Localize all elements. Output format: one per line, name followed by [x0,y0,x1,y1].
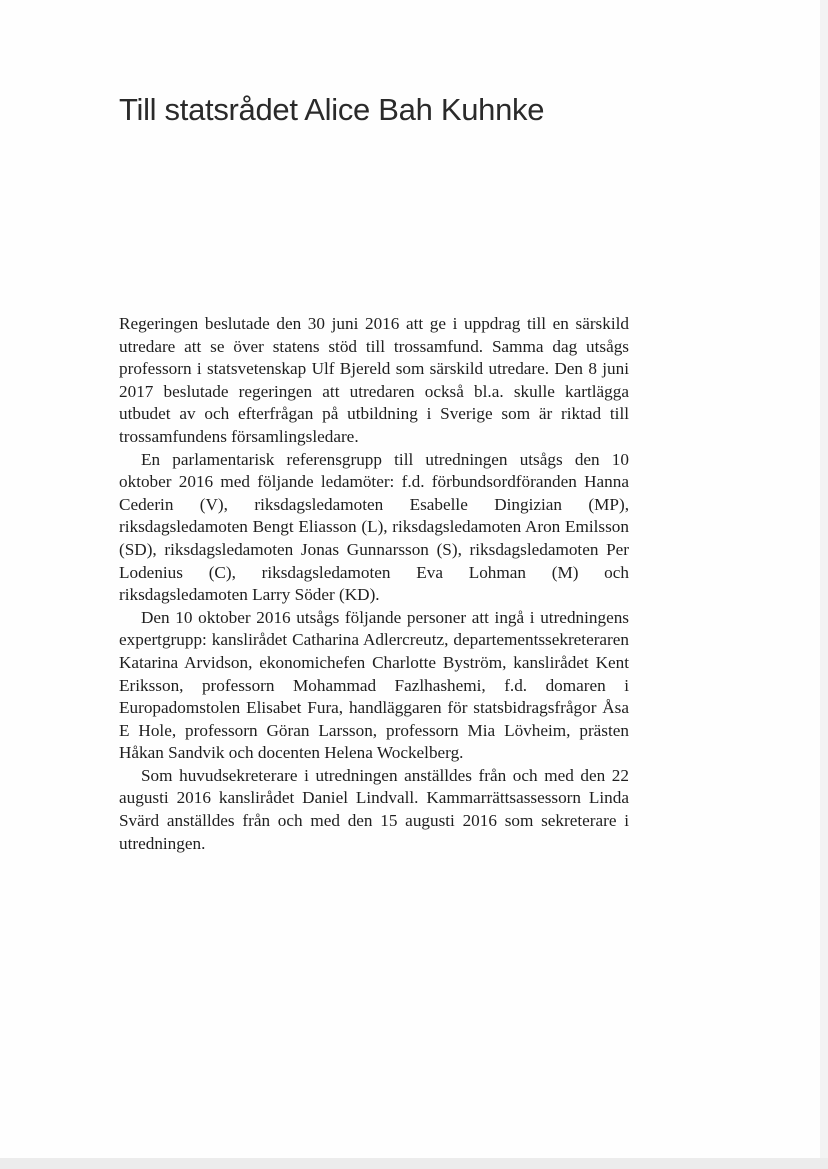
paragraph-reference-group: En parlamentarisk referensgrupp till utredningen utsågs den 10 oktober 2016 med följande ledamöter: f.d. förbundsordföranden Hanna Cederin (V), riksdagsledamoten Esabelle Dingizian (MP), riksdagsledamoten Bengt Eliasson (L), riksdagsledamoten Aron Emilsson (SD), riksdagsledamoten Jonas Gunnarsson (S), riksdagsledamoten Per Lodenius (C), riksdagsledamoten Eva Lohman (M) och riksdagsledamoten Larry Söder (KD). [119,449,629,605]
scan-edge-bottom [0,1158,828,1169]
paragraph-expert-group: Den 10 oktober 2016 utsågs följande personer att ingå i utredningens expertgrupp: kanslirådet Catharina Adlercreutz, departementssekreteraren Katarina Arvidson, ekonomichefen Charlotte Byström, kanslirådet Kent Eriksson, professorn Mohammad Fazlhashemi, f.d. domaren i Europadomstolen Elisabet Fura, handläggaren för statsbidragsfrågor Åsa E Hole, professorn Göran Larsson, professorn Mia Lövheim, prästen Håkan Sandvik och docenten Helena Wockelberg. [119,607,629,763]
paragraph-secretariat: Som huvudsekreterare i utredningen anställdes från och med den 22 augusti 2016 kanslirådet Daniel Lindvall. Kammarrättsassessorn Linda Svärd anställdes från och med den 15 augusti 2016 som sekreterare i utredningen. [119,765,629,853]
scan-edge-right [820,0,828,1169]
page-title: Till statsrådet Alice Bah Kuhnke [119,92,545,127]
body-text [119,313,629,855]
paragraph-assignment: Regeringen beslutade den 30 juni 2016 att ge i uppdrag till en särskild utredare att se över statens stöd till trossamfund. Samma dag utsågs professorn i statsvetenskap Ulf Bjereld som särskild utredare. Den 8 juni 2017 beslutade regeringen att utredaren också bl.a. skulle kartlägga utbudet av och efterfrågan på utbildning i Sverige som är riktad till trossamfundens församlingsledare. [119,314,629,446]
